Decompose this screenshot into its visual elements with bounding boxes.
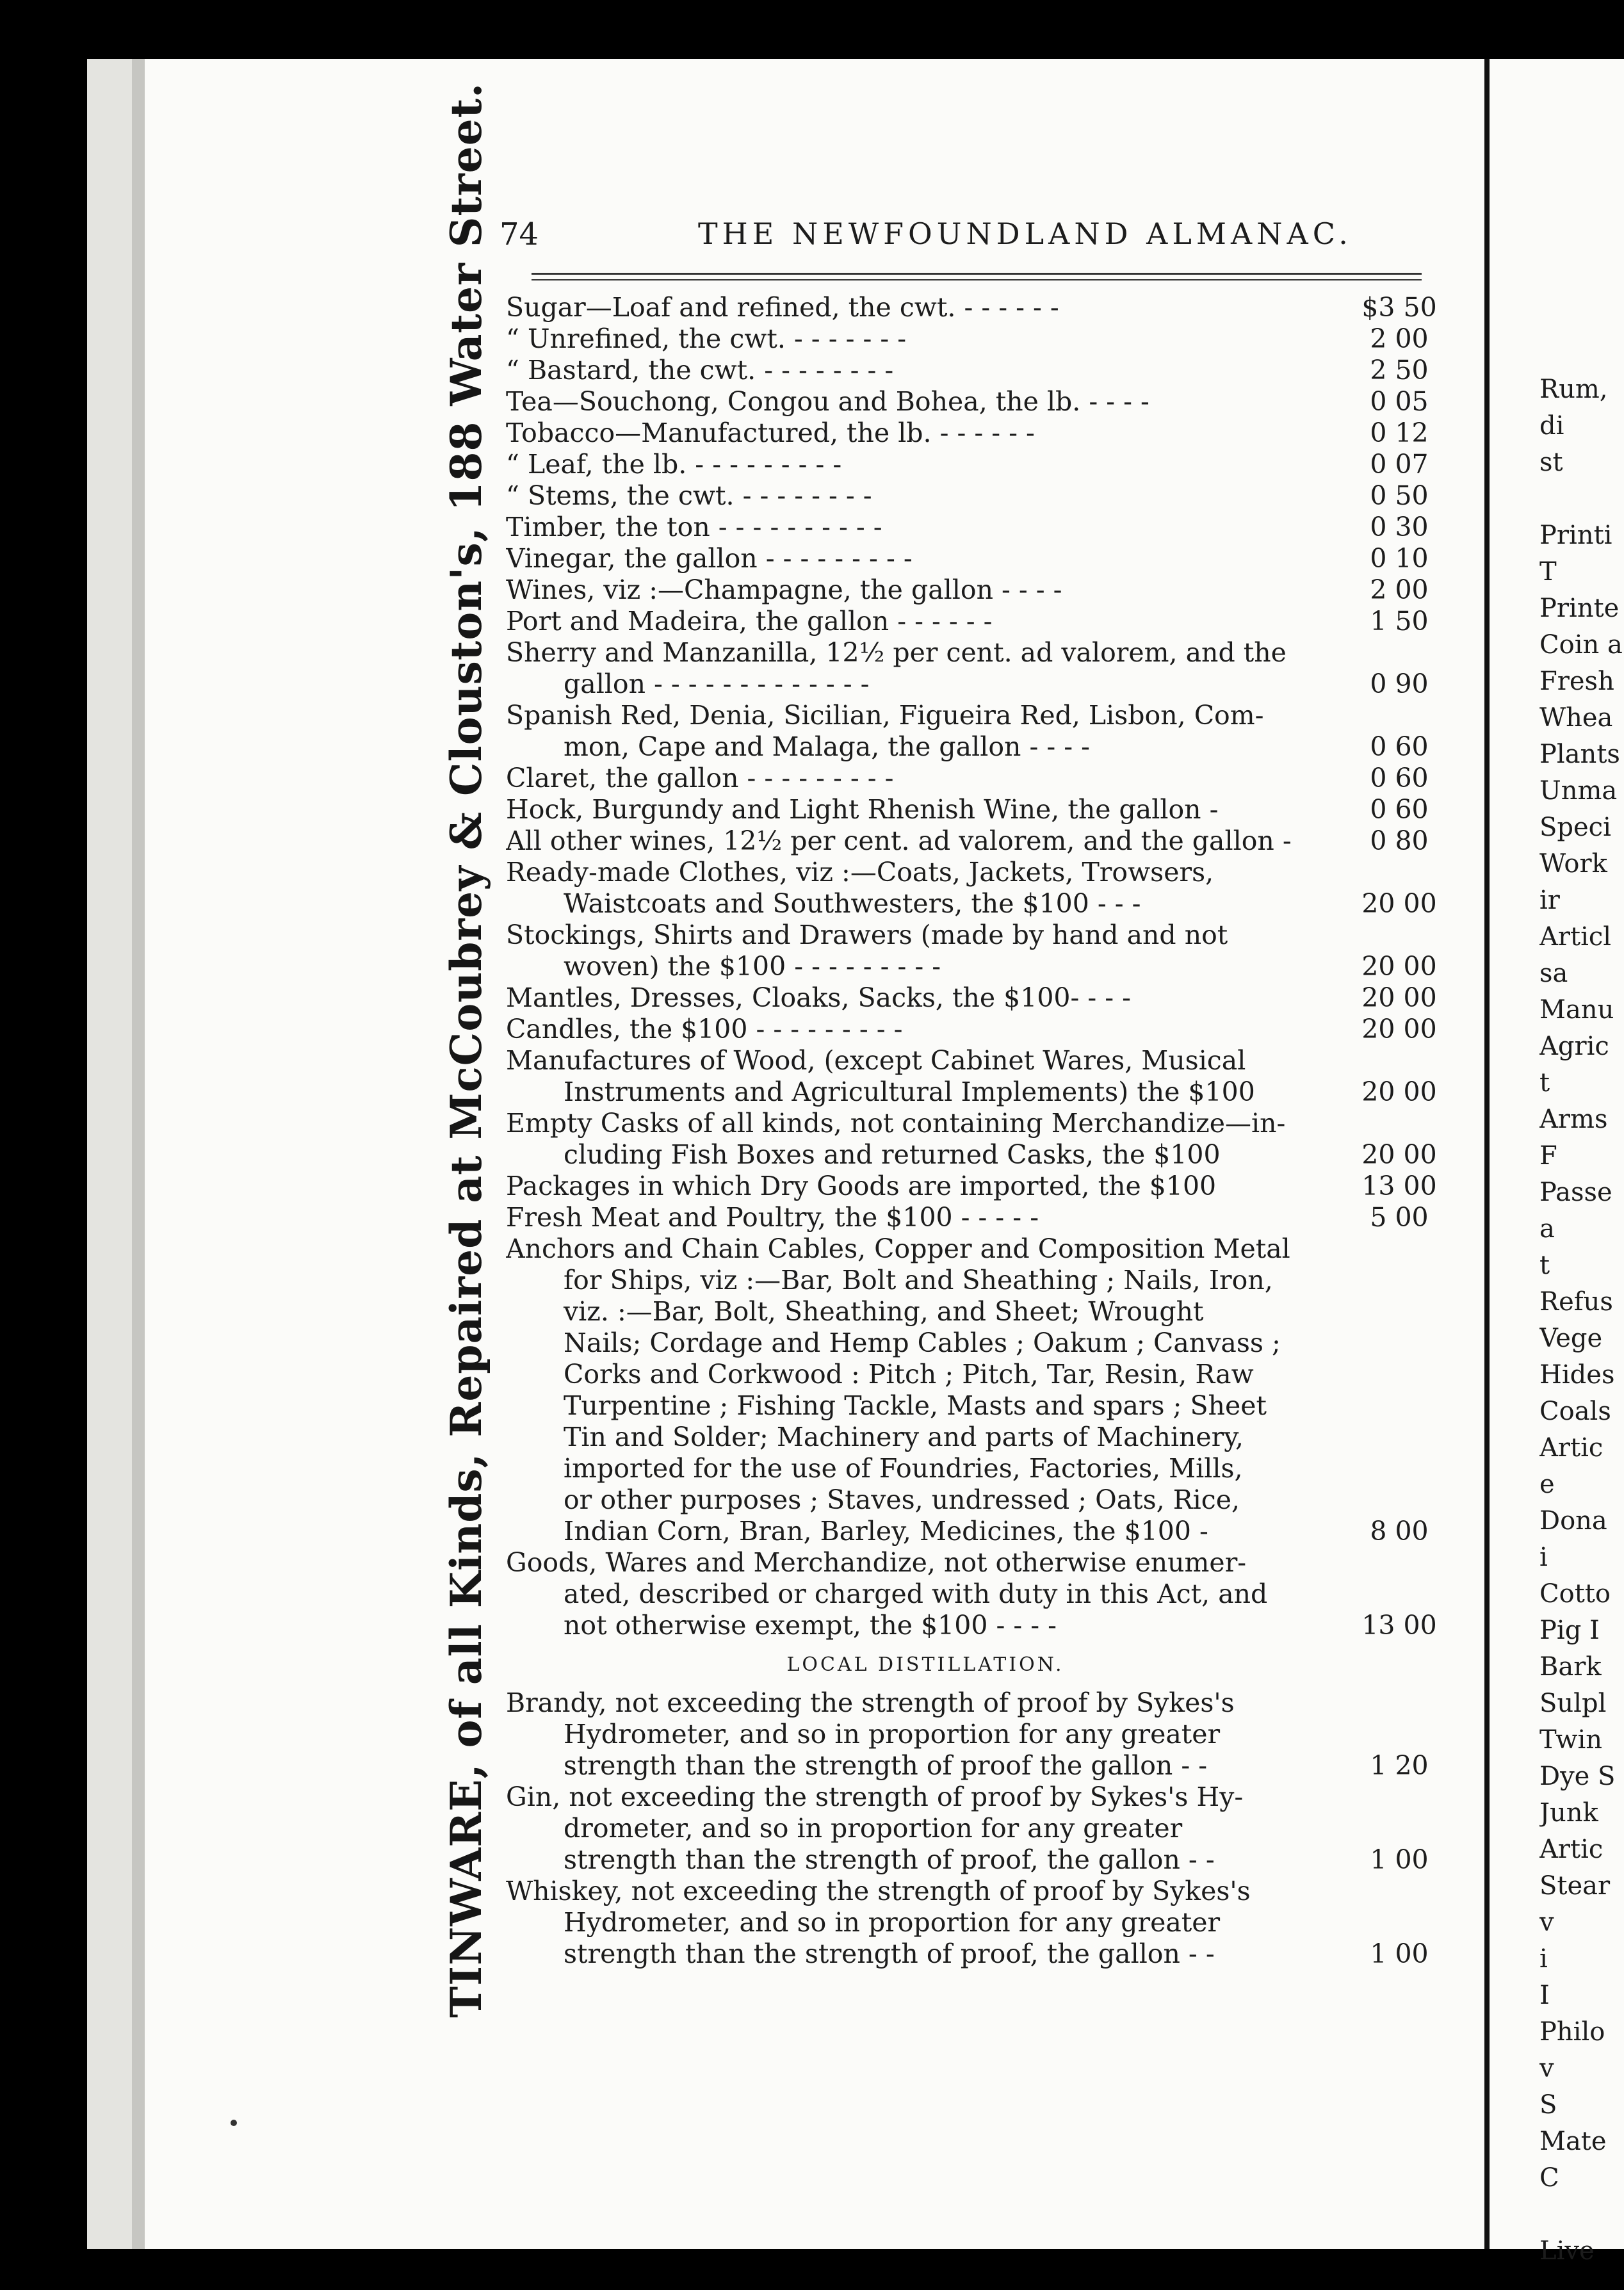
entry-duty-amount: $3 50 — [1361, 292, 1437, 323]
entry-duty-amount: 20 00 — [1361, 1076, 1437, 1107]
facing-page-fragment: v — [1539, 1908, 1554, 1937]
entry-line: Hydrometer, and so in proportion for any greater — [564, 1907, 1221, 1938]
facing-page-fragment: T — [1539, 557, 1557, 587]
facing-page-fragment: Sulpl — [1539, 1689, 1607, 1718]
facing-page-fragment: i — [1539, 1543, 1548, 1572]
facing-page-fragment: ir — [1539, 886, 1560, 915]
entry-line: strength than the strength of proof, the gallon - - — [564, 1938, 1215, 1969]
facing-page-fragment: Refus — [1539, 1287, 1613, 1317]
entry-line: “ Bastard, the cwt. - - - - - - - - — [506, 355, 894, 386]
entry-description — [506, 1045, 1345, 1108]
tariff-entry — [506, 920, 1454, 982]
tariff-entry — [506, 825, 1454, 857]
entry-line: cluding Fish Boxes and returned Casks, the $100 — [564, 1139, 1221, 1170]
facing-page-fragment: Speci — [1539, 813, 1611, 842]
entry-line: Tin and Solder; Machinery and parts of Machinery, — [564, 1422, 1244, 1452]
facing-page-fragment: Vege — [1539, 1324, 1603, 1353]
entry-description — [506, 1202, 1345, 1233]
entry-description — [506, 574, 1345, 606]
distillation-entries — [506, 1687, 1454, 1970]
entry-line: Port and Madeira, the gallon - - - - - - — [506, 606, 993, 637]
entry-duty-amount: 0 12 — [1370, 418, 1429, 448]
entry-line: Mantles, Dresses, Cloaks, Sacks, the $100- - - - — [506, 982, 1132, 1013]
tariff-entry — [506, 1108, 1454, 1171]
entry-duty-amount: 8 00 — [1370, 1516, 1429, 1547]
entry-line: or other purposes ; Staves, undressed ; Oats, Rice, — [564, 1484, 1240, 1515]
tariff-entry — [506, 1233, 1454, 1547]
entry-duty-amount: 1 00 — [1370, 1844, 1429, 1875]
entry-duty-amount: 20 00 — [1361, 1014, 1437, 1044]
entry-line: Empty Casks of all kinds, not containing Merchandize—in- — [506, 1108, 1286, 1139]
tariff-entry — [506, 700, 1454, 763]
entry-description — [506, 323, 1345, 355]
facing-page-fragment: i — [1539, 1944, 1548, 1974]
facing-page-fragment: Bark — [1539, 1652, 1602, 1682]
entry-duty-amount: 0 90 — [1370, 669, 1429, 699]
facing-page-fragment: C — [1539, 2163, 1559, 2193]
entry-duty-amount: 2 50 — [1370, 355, 1429, 386]
facing-page-fragment: Cotto — [1539, 1579, 1611, 1609]
entry-description — [506, 606, 1345, 637]
entry-description — [506, 480, 1345, 512]
entry-duty-amount: 0 60 — [1370, 731, 1429, 762]
entry-duty-amount: 13 00 — [1361, 1610, 1437, 1641]
entry-line: Wines, viz :—Champagne, the gallon - - - - — [506, 574, 1062, 605]
facing-page-fragment: Pig I — [1539, 1616, 1600, 1645]
facing-page-fragment: Articl — [1539, 922, 1612, 952]
facing-page-fragment: t — [1539, 1068, 1550, 1098]
facing-page-fragment: di — [1539, 411, 1564, 441]
facing-page-fragment: Passe — [1539, 1178, 1612, 1207]
entry-line: imported for the use of Foundries, Factories, Mills, — [564, 1453, 1243, 1484]
entry-duty-amount: 0 07 — [1370, 449, 1429, 480]
running-title: THE NEWFOUNDLAND ALMANAC. — [698, 216, 1352, 251]
facing-page-fragment: Printe — [1539, 594, 1620, 623]
entry-description — [506, 512, 1345, 543]
facing-page-fragment: Dye S — [1539, 1762, 1616, 1791]
entry-duty-amount: 0 60 — [1370, 763, 1429, 793]
entry-line: Stockings, Shirts and Drawers (made by hand and not — [506, 920, 1228, 950]
tariff-entry — [506, 763, 1454, 794]
entry-line: Whiskey, not exceeding the strength of proof by Sykes's — [506, 1876, 1251, 1906]
entry-duty-amount: 20 00 — [1361, 982, 1437, 1013]
tariff-entry — [506, 637, 1454, 700]
entry-line: Timber, the ton - - - - - - - - - - — [506, 512, 882, 542]
tariff-entry — [506, 292, 1454, 323]
tariff-entry — [506, 1876, 1454, 1970]
entry-duty-amount: 2 00 — [1370, 323, 1429, 354]
entry-duty-amount: 13 00 — [1361, 1171, 1437, 1201]
entry-duty-amount: 0 80 — [1370, 825, 1429, 856]
entry-line: Sherry and Manzanilla, 12½ per cent. ad valorem, and the — [506, 637, 1287, 668]
entry-description — [506, 1014, 1345, 1045]
side-advertisement: TINWARE, of all Kinds, Repaired at McCoubrey & Clouston's, 188 Water Street. — [441, 82, 491, 2018]
entry-line: Nails; Cordage and Hemp Cables ; Oakum ; Canvass ; — [564, 1328, 1281, 1358]
entry-duty-amount: 1 20 — [1370, 1750, 1429, 1781]
entry-line: Sugar—Loaf and refined, the cwt. - - - - - - — [506, 292, 1059, 323]
entry-line: Hock, Burgundy and Light Rhenish Wine, the gallon - — [506, 794, 1219, 825]
entry-description — [506, 386, 1345, 418]
entry-line: viz. :—Bar, Bolt, Sheathing, and Sheet; Wrought — [564, 1296, 1204, 1327]
facing-page-fragment: Fresh — [1539, 667, 1614, 696]
entry-line: Packages in which Dry Goods are imported, the $100 — [506, 1171, 1217, 1201]
entry-description — [506, 1233, 1345, 1547]
entry-description — [506, 982, 1345, 1014]
facing-page-fragment — [1539, 2197, 1624, 2233]
tariff-entry — [506, 574, 1454, 606]
facing-page-fragment: st — [1539, 448, 1563, 477]
facing-page-fragment: v — [1539, 2054, 1554, 2083]
entry-line: not otherwise exempt, the $100 - - - - — [564, 1610, 1057, 1641]
facing-page-fragment: Coals — [1539, 1397, 1611, 1426]
facing-page-fragment: Junk — [1539, 1798, 1598, 1828]
tariff-entry — [506, 418, 1454, 449]
facing-page-fragment: Live — [1539, 2236, 1595, 2266]
entry-description — [506, 1876, 1345, 1970]
entry-line: Hydrometer, and so in proportion for any greater — [564, 1719, 1221, 1750]
page-binding — [87, 59, 132, 2249]
entry-description — [506, 857, 1345, 920]
tariff-entry — [506, 982, 1454, 1014]
facing-page-fragment: Arms — [1539, 1105, 1608, 1134]
entry-duty-amount: 0 60 — [1370, 794, 1429, 825]
tariff-entry — [506, 1202, 1454, 1233]
entry-description — [506, 920, 1345, 982]
entry-duty-amount: 0 30 — [1370, 512, 1429, 542]
entry-description — [506, 355, 1345, 386]
tariff-entry — [506, 512, 1454, 543]
facing-page-fragment: sa — [1539, 959, 1568, 988]
tariff-entry — [506, 606, 1454, 637]
entry-line: ated, described or charged with duty in this Act, and — [564, 1579, 1268, 1609]
facing-page-fragment: F — [1539, 1141, 1557, 1171]
tariff-entry — [506, 355, 1454, 386]
section-heading: LOCAL DISTILLATION. — [786, 1653, 1064, 1676]
scan-speck — [231, 2120, 237, 2126]
tariff-table — [506, 292, 1454, 1970]
entry-description — [506, 418, 1345, 449]
tariff-entry — [506, 543, 1454, 574]
facing-page-text — [1539, 371, 1624, 2270]
entry-line: strength than the strength of proof, the gallon - - — [564, 1844, 1215, 1875]
entry-line: Anchors and Chain Cables, Copper and Composition Metal — [506, 1233, 1290, 1264]
facing-page-fragment: Stear — [1539, 1871, 1611, 1901]
entry-description — [506, 637, 1345, 700]
page-number: 74 — [499, 216, 539, 252]
entry-line: Brandy, not exceeding the strength of proof by Sykes's — [506, 1687, 1235, 1718]
entry-description — [506, 763, 1345, 794]
entry-line: gallon - - - - - - - - - - - - - — [564, 669, 870, 699]
facing-page-fragment: Twin — [1539, 1725, 1603, 1755]
facing-page-fragment: Unma — [1539, 776, 1618, 806]
facing-page-edge — [1484, 59, 1490, 2249]
entry-line: “ Leaf, the lb. - - - - - - - - - — [506, 449, 842, 480]
entry-description — [506, 794, 1345, 825]
facing-page-fragment: e — [1539, 1470, 1555, 1499]
facing-page-fragment: Whea — [1539, 703, 1613, 733]
entry-line: Spanish Red, Denia, Sicilian, Figueira Red, Lisbon, Com- — [506, 700, 1264, 731]
tariff-entry — [506, 1171, 1454, 1202]
entry-duty-amount: 1 00 — [1370, 1938, 1429, 1969]
tariff-entry — [506, 449, 1454, 480]
facing-page-fragment: Rum, — [1539, 375, 1608, 404]
entry-duty-amount: 5 00 — [1370, 1202, 1429, 1233]
entry-line: Tobacco—Manufactured, the lb. - - - - - - — [506, 418, 1035, 448]
entry-line: strength than the strength of proof the gallon - - — [564, 1750, 1208, 1781]
entry-description — [506, 449, 1345, 480]
entry-line: Indian Corn, Bran, Barley, Medicines, the $100 - — [564, 1516, 1208, 1547]
facing-page-fragment: t — [1539, 1251, 1550, 1280]
entry-duty-amount: 20 00 — [1361, 951, 1437, 982]
entry-line: Corks and Corkwood : Pitch ; Pitch, Tar, Resin, Raw — [564, 1359, 1254, 1390]
facing-page-fragment: Printi — [1539, 521, 1612, 550]
entry-line: Vinegar, the gallon - - - - - - - - - — [506, 543, 913, 574]
entry-description — [506, 700, 1345, 763]
entry-line: Claret, the gallon - - - - - - - - - — [506, 763, 894, 793]
tariff-entry — [506, 480, 1454, 512]
entry-line: for Ships, viz :—Bar, Bolt and Sheathing ; Nails, Iron, — [564, 1265, 1273, 1295]
entry-line: All other wines, 12½ per cent. ad valorem, and the gallon - — [506, 825, 1292, 856]
tariff-entry — [506, 1045, 1454, 1108]
entry-line: Tea—Souchong, Congou and Bohea, the lb. - - - - — [506, 386, 1149, 417]
entry-line: drometer, and so in proportion for any greater — [564, 1813, 1183, 1844]
entry-line: Ready-made Clothes, viz :—Coats, Jackets, Trowsers, — [506, 857, 1214, 888]
entry-line: Gin, not exceeding the strength of proof by Sykes's Hy- — [506, 1782, 1244, 1812]
entry-duty-amount: 0 10 — [1370, 543, 1429, 574]
tariff-entry — [506, 1014, 1454, 1045]
tariff-entry — [506, 1687, 1454, 1782]
entry-line: Goods, Wares and Merchandize, not otherwise enumer- — [506, 1547, 1247, 1578]
entry-line: Manufactures of Wood, (except Cabinet Wares, Musical — [506, 1045, 1246, 1076]
facing-page-fragment: Manu — [1539, 995, 1614, 1025]
entry-line: Fresh Meat and Poultry, the $100 - - - - - — [506, 1202, 1039, 1233]
entry-description — [506, 1782, 1345, 1876]
page-binding-shadow — [132, 59, 145, 2249]
facing-page-fragment: Artic — [1539, 1835, 1604, 1864]
entry-description — [506, 1108, 1345, 1171]
entry-line: woven) the $100 - - - - - - - - - — [564, 951, 941, 982]
entry-duty-amount: 20 00 — [1361, 888, 1437, 919]
facing-page-fragment: Agric — [1539, 1032, 1609, 1061]
entry-duty-amount: 0 50 — [1370, 480, 1429, 511]
tariff-entry — [506, 1547, 1454, 1641]
entry-description — [506, 292, 1345, 323]
entry-duty-amount: 0 05 — [1370, 386, 1429, 417]
tariff-entry — [506, 857, 1454, 920]
header-rule — [532, 273, 1422, 275]
tariff-entry — [506, 323, 1454, 355]
tariff-entry — [506, 1782, 1454, 1876]
facing-page-fragment: Coin a — [1539, 630, 1623, 660]
entry-line: Instruments and Agricultural Implements) the $100 — [564, 1076, 1255, 1107]
entry-description — [506, 1687, 1345, 1782]
entry-line: Waistcoats and Southwesters, the $100 - - - — [564, 888, 1141, 919]
entry-line: “ Stems, the cwt. - - - - - - - - — [506, 480, 872, 511]
entry-line: mon, Cape and Malaga, the gallon - - - - — [564, 731, 1090, 762]
entry-description — [506, 1547, 1345, 1641]
facing-page-fragment: Dona — [1539, 1506, 1607, 1536]
entry-description — [506, 1171, 1345, 1202]
header-rule-double — [532, 279, 1422, 280]
entry-duty-amount: 20 00 — [1361, 1139, 1437, 1170]
facing-page-fragment: S — [1539, 2090, 1557, 2120]
facing-page-fragment: a — [1539, 1214, 1555, 1244]
facing-page-fragment: Work — [1539, 849, 1607, 879]
entry-description — [506, 543, 1345, 574]
facing-page-fragment: Philo — [1539, 2017, 1605, 2047]
facing-page-fragment: Mate — [1539, 2127, 1607, 2156]
facing-page-fragment: Artic — [1539, 1433, 1604, 1463]
facing-page-fragment: I — [1539, 1981, 1550, 2010]
entry-line: “ Unrefined, the cwt. - - - - - - - — [506, 323, 907, 354]
facing-page-fragment — [1539, 481, 1624, 517]
tariff-entry — [506, 794, 1454, 825]
entry-line: Turpentine ; Fishing Tackle, Masts and spars ; Sheet — [564, 1390, 1267, 1421]
facing-page-fragment: Plants — [1539, 740, 1620, 769]
entry-description — [506, 825, 1345, 857]
entry-line: Candles, the $100 - - - - - - - - - — [506, 1014, 903, 1044]
page-header — [499, 216, 1422, 268]
entry-duty-amount: 2 00 — [1370, 574, 1429, 605]
tariff-entry — [506, 386, 1454, 418]
tariff-entries — [506, 292, 1454, 1641]
facing-page-fragment: Hides — [1539, 1360, 1615, 1390]
entry-duty-amount: 1 50 — [1370, 606, 1429, 637]
